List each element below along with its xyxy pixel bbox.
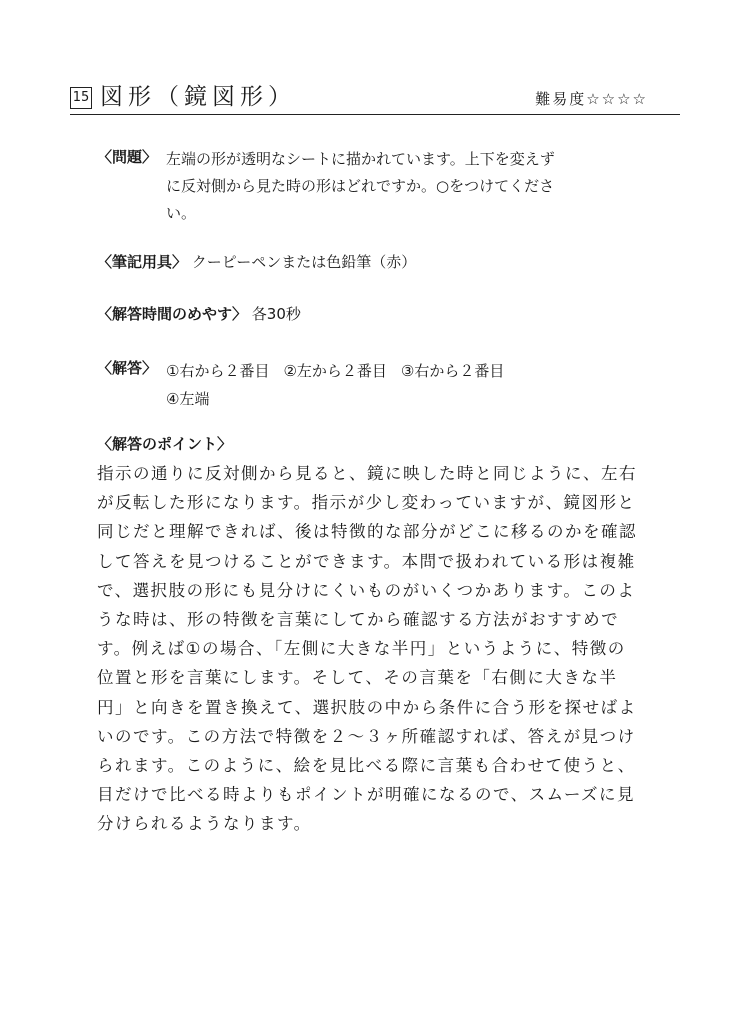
section-header <box>70 78 680 115</box>
writing-tools <box>97 251 416 274</box>
difficulty-rating <box>535 88 648 109</box>
answer-item: ②左から２番目 <box>283 362 387 380</box>
answer-point-label: 〈解答のポイント〉 <box>97 435 233 453</box>
point-line: 位置と形を言葉にします。そして、その言葉を「右側に大きな半 <box>97 668 618 688</box>
point-line: 同じだと理解できれば、後は特徴的な部分がどこに移るのかを確認 <box>97 522 637 542</box>
point-line: 目だけで比べる時よりもポイントが明確になるので、スムーズに見 <box>97 785 636 805</box>
answer-time-value: 各30秒 <box>251 305 301 323</box>
point-line: られます。このように、絵を見比べる際に言葉も合わせて使うと、 <box>97 756 636 776</box>
point-line: 分けられるようなります。 <box>97 814 312 834</box>
point-line: で、選択肢の形にも見分けにくいものがいくつかあります。このよ <box>97 580 636 600</box>
point-line: が反転した形になります。指示が少し変わっていますが、鏡図形と <box>97 493 636 513</box>
question-line: 左端の形が透明なシートに描かれています。上下を変えず <box>166 150 555 168</box>
answer-point-text <box>97 459 667 839</box>
difficulty-stars: ☆☆☆☆ <box>586 90 648 108</box>
writing-tools-value: クーピーペンまたは色鉛筆（赤） <box>191 253 417 271</box>
writing-tools-label: 〈筆記用具〉 <box>97 253 188 271</box>
section-title-text: 図形（鏡図形） <box>100 84 296 110</box>
section-number-box: 15 <box>70 87 92 109</box>
question-label: 〈問題〉 <box>97 148 158 166</box>
answer-time <box>97 303 301 326</box>
section-title <box>70 78 296 111</box>
answer-label: 〈解答〉 <box>97 359 158 377</box>
difficulty-label: 難易度 <box>535 90 587 108</box>
point-line: いのです。この方法で特徴を２～３ヶ所確認すれば、答えが見つけ <box>97 726 636 746</box>
point-line: す。例えば①の場合、「左側に大きな半円」というように、特徴の <box>97 639 626 659</box>
point-line: して答えを見つけることができます。本問で扱われている形は複雑 <box>97 551 636 571</box>
point-line: うな時は、形の特徴を言葉にしてから確認する方法がおすすめで <box>97 610 620 630</box>
answer-item: ③右から２番目 <box>400 362 505 380</box>
point-line: 円」と向きを置き換えて、選択肢の中から条件に合う形を探せばよ <box>97 697 637 717</box>
answer-list <box>166 357 518 413</box>
question-line: い。 <box>166 204 197 222</box>
answer-time-label: 〈解答時間のめやす〉 <box>97 305 248 323</box>
point-line: 指示の通りに反対側から見ると、鏡に映した時と同じように、左右 <box>97 464 637 483</box>
question-text <box>166 146 626 227</box>
answer-item: ④左端 <box>166 390 210 408</box>
question-line: に反対側から見た時の形はどれですか。○をつけてくださ <box>166 177 555 195</box>
answer-item: ①右から２番目 <box>166 362 270 380</box>
